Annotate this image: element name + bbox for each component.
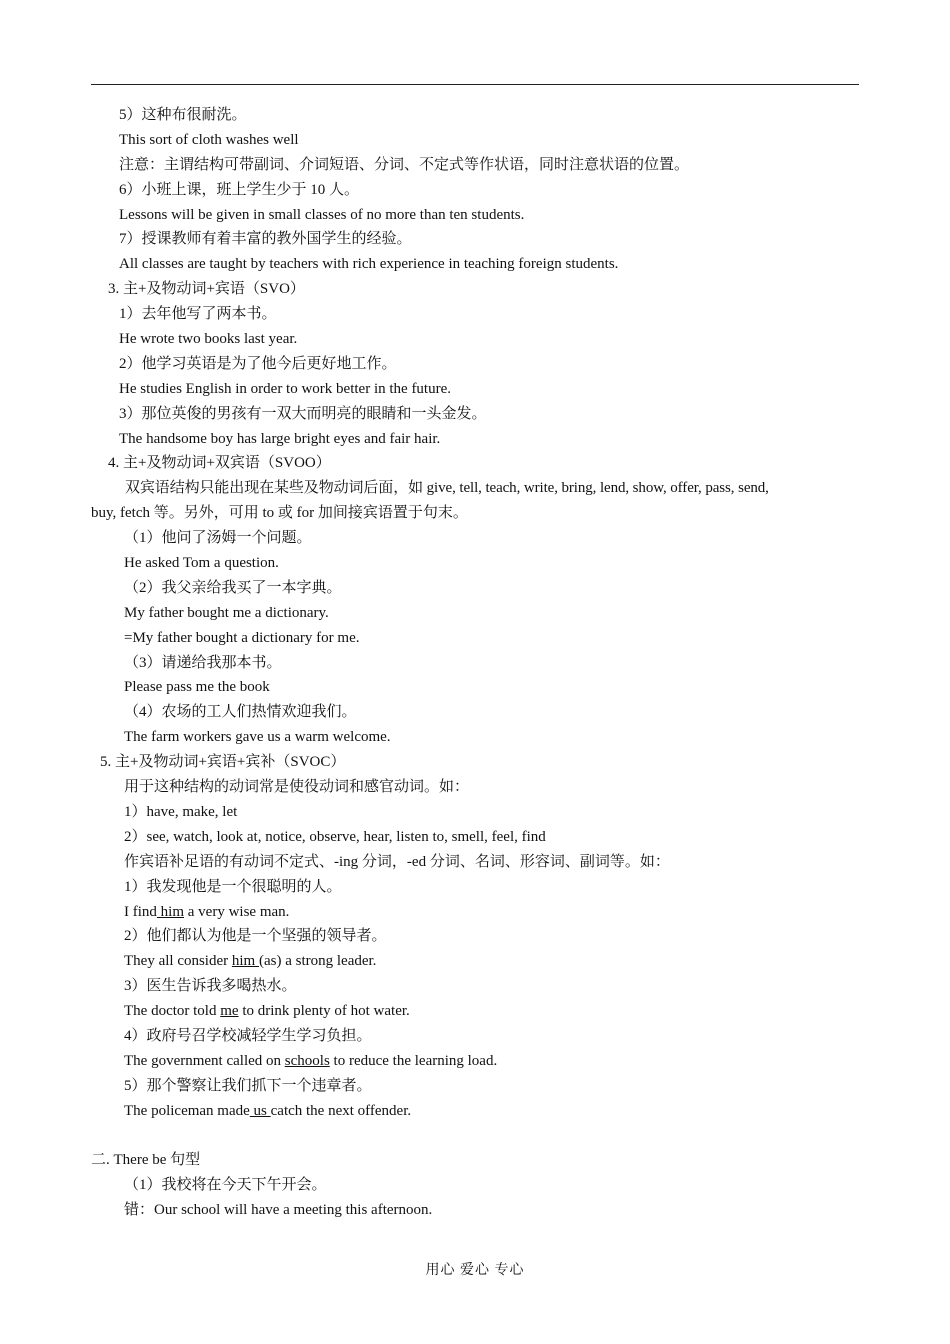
paragraph-line: 双宾语结构只能出现在某些及物动词后面，如 give, tell, teach, write, bring, lend, show, offer, pass, send,	[125, 480, 769, 497]
example-cn: 1）我发现他是一个很聪明的人。	[124, 878, 342, 895]
verb-list: 2）see, watch, look at, notice, observe, hear, listen to, smell, feel, find	[124, 828, 546, 845]
example-en: 错：Our school will have a meeting this afternoon.	[124, 1202, 433, 1219]
example-cn: 3）医生告诉我多喝热水。	[124, 978, 297, 995]
example-cn: （2）我父亲给我买了一本字典。	[124, 579, 342, 596]
example-cn: （4）农场的工人们热情欢迎我们。	[124, 704, 357, 721]
example-en: He asked Tom a question.	[124, 555, 279, 572]
example-en: He wrote two books last year.	[119, 331, 298, 348]
example-cn: 2）他学习英语是为了他今后更好地工作。	[119, 355, 397, 372]
example-cn: 7）授课教师有着丰富的教外国学生的经验。	[119, 231, 412, 248]
example-cn: （1）我校将在今天下午开会。	[124, 1177, 327, 1194]
example-en: The doctor told me to drink plenty of hot water.	[124, 1003, 410, 1020]
example-cn: （1）他问了汤姆一个问题。	[124, 530, 312, 547]
example-en: The policeman made us catch the next offender.	[124, 1102, 412, 1119]
underlined-object: him	[156, 903, 185, 920]
example-en: =My father bought a dictionary for me.	[124, 629, 360, 646]
example-cn: 6）小班上课，班上学生少于 10 人。	[119, 181, 360, 198]
example-cn: 4）政府号召学校减轻学生学习负担。	[124, 1027, 372, 1044]
example-en: The farm workers gave us a warm welcome.	[124, 729, 391, 746]
example-cn: （3）请递给我那本书。	[124, 654, 282, 671]
header-rule	[91, 84, 859, 85]
example-en: The handsome boy has large bright eyes and fair hair.	[119, 430, 441, 447]
note-text: 注意：主谓结构可带副词、介词短语、分词、不定式等作状语，同时注意状语的位置。	[119, 156, 690, 173]
paragraph-line: 用于这种结构的动词常是使役动词和感官动词。如：	[124, 779, 470, 796]
spacer	[91, 1124, 861, 1149]
verb-list: 1）have, make, let	[124, 803, 238, 820]
example-en: All classes are taught by teachers with rich experience in teaching foreign students.	[119, 256, 619, 273]
example-en: I find him a very wise man.	[124, 903, 290, 920]
underlined-object: him	[231, 953, 259, 970]
underlined-object: us	[249, 1102, 271, 1119]
example-cn: 5）这种布很耐洗。	[119, 107, 247, 123]
section-heading-svoc: 5. 主+及物动词+宾语+宾补（SVOC）	[100, 754, 346, 771]
underlined-object: schools	[284, 1052, 330, 1069]
section-heading-there-be: 二. There be 句型	[91, 1152, 201, 1169]
example-en: Please pass me the book	[124, 679, 270, 696]
example-en: This sort of cloth washes well	[119, 131, 299, 148]
example-cn: 2）他们都认为他是一个坚强的领导者。	[124, 928, 387, 945]
example-cn: 1）去年他写了两本书。	[119, 306, 277, 323]
document-body	[91, 103, 861, 1223]
example-en: Lessons will be given in small classes of no more than ten students.	[119, 206, 525, 223]
example-en: He studies English in order to work better in the future.	[119, 380, 452, 397]
paragraph-line: 作宾语补足语的有动词不定式、-ing 分词，-ed 分词、名词、形容词、副词等。如：	[124, 853, 670, 870]
page-footer: 用心 爱心 专心	[425, 1263, 525, 1278]
underlined-object: me	[220, 1003, 239, 1020]
example-en: My father bought me a dictionary.	[124, 604, 329, 621]
example-en: They all consider him (as) a strong leader.	[124, 953, 377, 970]
example-cn: 5）那个警察让我们抓下一个违章者。	[124, 1077, 372, 1094]
section-heading-svo: 3. 主+及物动词+宾语（SVO）	[108, 281, 305, 298]
paragraph-line: buy, fetch 等。另外，可用 to 或 for 加间接宾语置于句末。	[91, 505, 468, 522]
example-cn: 3）那位英俊的男孩有一双大而明亮的眼睛和一头金发。	[119, 405, 487, 422]
example-en: The government called on schools to reduce the learning load.	[124, 1052, 498, 1069]
section-heading-svoo: 4. 主+及物动词+双宾语（SVOO）	[108, 455, 331, 472]
